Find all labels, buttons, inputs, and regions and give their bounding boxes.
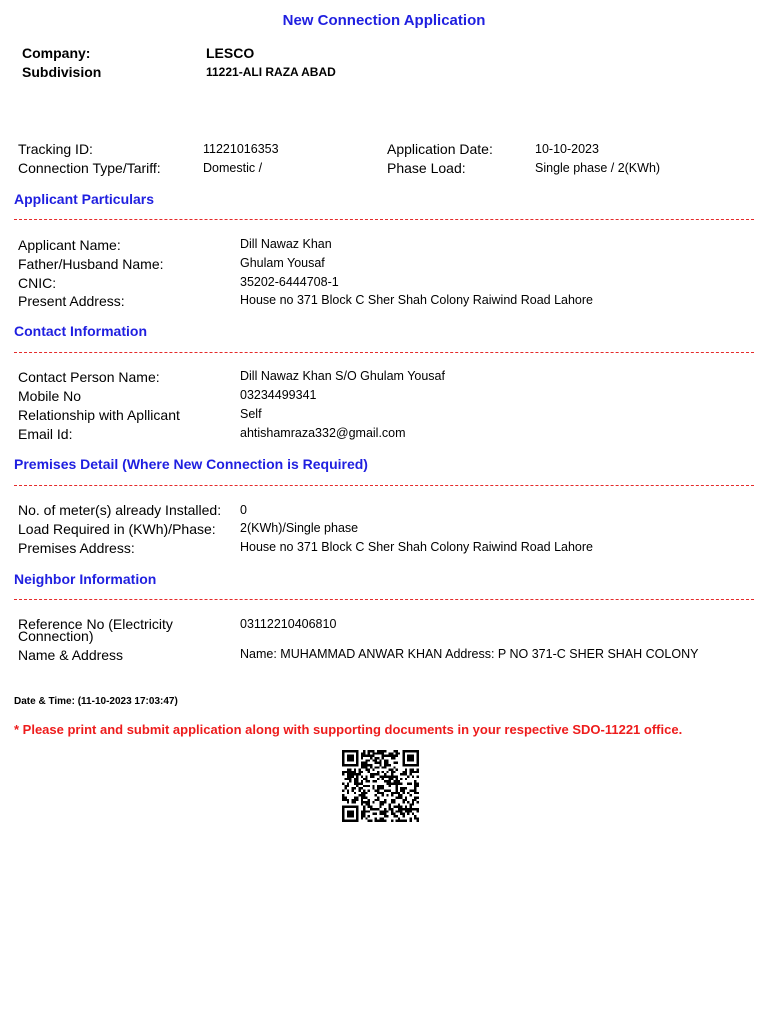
applicant-particulars-heading: Applicant Particulars bbox=[14, 191, 155, 207]
applicant-name-label: Applicant Name: bbox=[18, 237, 121, 253]
meters-installed-label: No. of meter(s) already Installed: bbox=[18, 502, 222, 518]
application-date-value: 10-10-2023 bbox=[535, 142, 599, 156]
subdivision-label: Subdivision bbox=[22, 64, 102, 80]
present-address-value: House no 371 Block C Sher Shah Colony Raiwind Road Lahore bbox=[240, 293, 593, 307]
phase-load-label: Phase Load: bbox=[387, 160, 466, 176]
name-address-value: Name: MUHAMMAD ANWAR KHAN Address: P NO 371-C SHER SHAH COLONY bbox=[240, 647, 699, 661]
contact-person-label: Contact Person Name: bbox=[18, 369, 160, 385]
neighbor-information-heading: Neighbor Information bbox=[14, 571, 157, 587]
connection-type-label: Connection Type/Tariff: bbox=[18, 160, 161, 176]
cnic-label: CNIC: bbox=[18, 275, 57, 291]
meters-installed-value: 0 bbox=[240, 503, 247, 517]
reference-no-label: Reference No (Electricity Connection) bbox=[18, 616, 173, 644]
premises-detail-heading: Premises Detail (Where New Connection is Required) bbox=[14, 456, 368, 472]
premises-address-label: Premises Address: bbox=[18, 540, 135, 556]
email-label: Email Id: bbox=[18, 426, 73, 442]
applicant-name-value: Dill Nawaz Khan bbox=[240, 237, 332, 251]
phase-load-value: Single phase / 2(KWh) bbox=[535, 161, 661, 175]
tracking-id-label: Tracking ID: bbox=[18, 141, 93, 157]
mobile-label: Mobile No bbox=[18, 388, 82, 404]
submission-note: * Please print and submit application along with supporting documents in your respective SDO-11221 office. bbox=[14, 722, 683, 737]
section-divider bbox=[14, 352, 754, 353]
application-date-label: Application Date: bbox=[387, 141, 493, 157]
company-label: Company: bbox=[22, 45, 91, 61]
tracking-id-value: 11221016353 bbox=[203, 142, 279, 156]
section-divider bbox=[14, 599, 754, 600]
father-name-label: Father/Husband Name: bbox=[18, 256, 164, 272]
section-divider bbox=[14, 485, 754, 486]
present-address-label: Present Address: bbox=[18, 293, 125, 309]
qr-code-icon bbox=[342, 750, 419, 822]
section-divider bbox=[14, 219, 754, 220]
reference-no-value: 03112210406810 bbox=[240, 617, 337, 631]
name-address-label: Name & Address bbox=[18, 647, 124, 663]
company-value: LESCO bbox=[206, 45, 255, 61]
subdivision-value: 11221-ALI RAZA ABAD bbox=[206, 65, 336, 79]
father-name-value: Ghulam Yousaf bbox=[240, 256, 325, 270]
relationship-value: Self bbox=[240, 407, 262, 421]
email-value: ahtishamraza332@gmail.com bbox=[240, 426, 406, 440]
contact-information-heading: Contact Information bbox=[14, 323, 147, 339]
datetime-stamp: Date & Time: (11-10-2023 17:03:47) bbox=[14, 696, 178, 707]
cnic-value: 35202-6444708-1 bbox=[240, 275, 339, 289]
load-required-value: 2(KWh)/Single phase bbox=[240, 521, 359, 535]
load-required-label: Load Required in (KWh)/Phase: bbox=[18, 521, 216, 537]
page-title: New Connection Application bbox=[282, 12, 486, 29]
premises-address-value: House no 371 Block C Sher Shah Colony Raiwind Road Lahore bbox=[240, 540, 593, 554]
mobile-value: 03234499341 bbox=[240, 388, 317, 402]
relationship-label: Relationship with Apllicant bbox=[18, 407, 180, 423]
connection-type-value: Domestic / bbox=[203, 161, 263, 175]
contact-person-value: Dill Nawaz Khan S/O Ghulam Yousaf bbox=[240, 369, 445, 383]
